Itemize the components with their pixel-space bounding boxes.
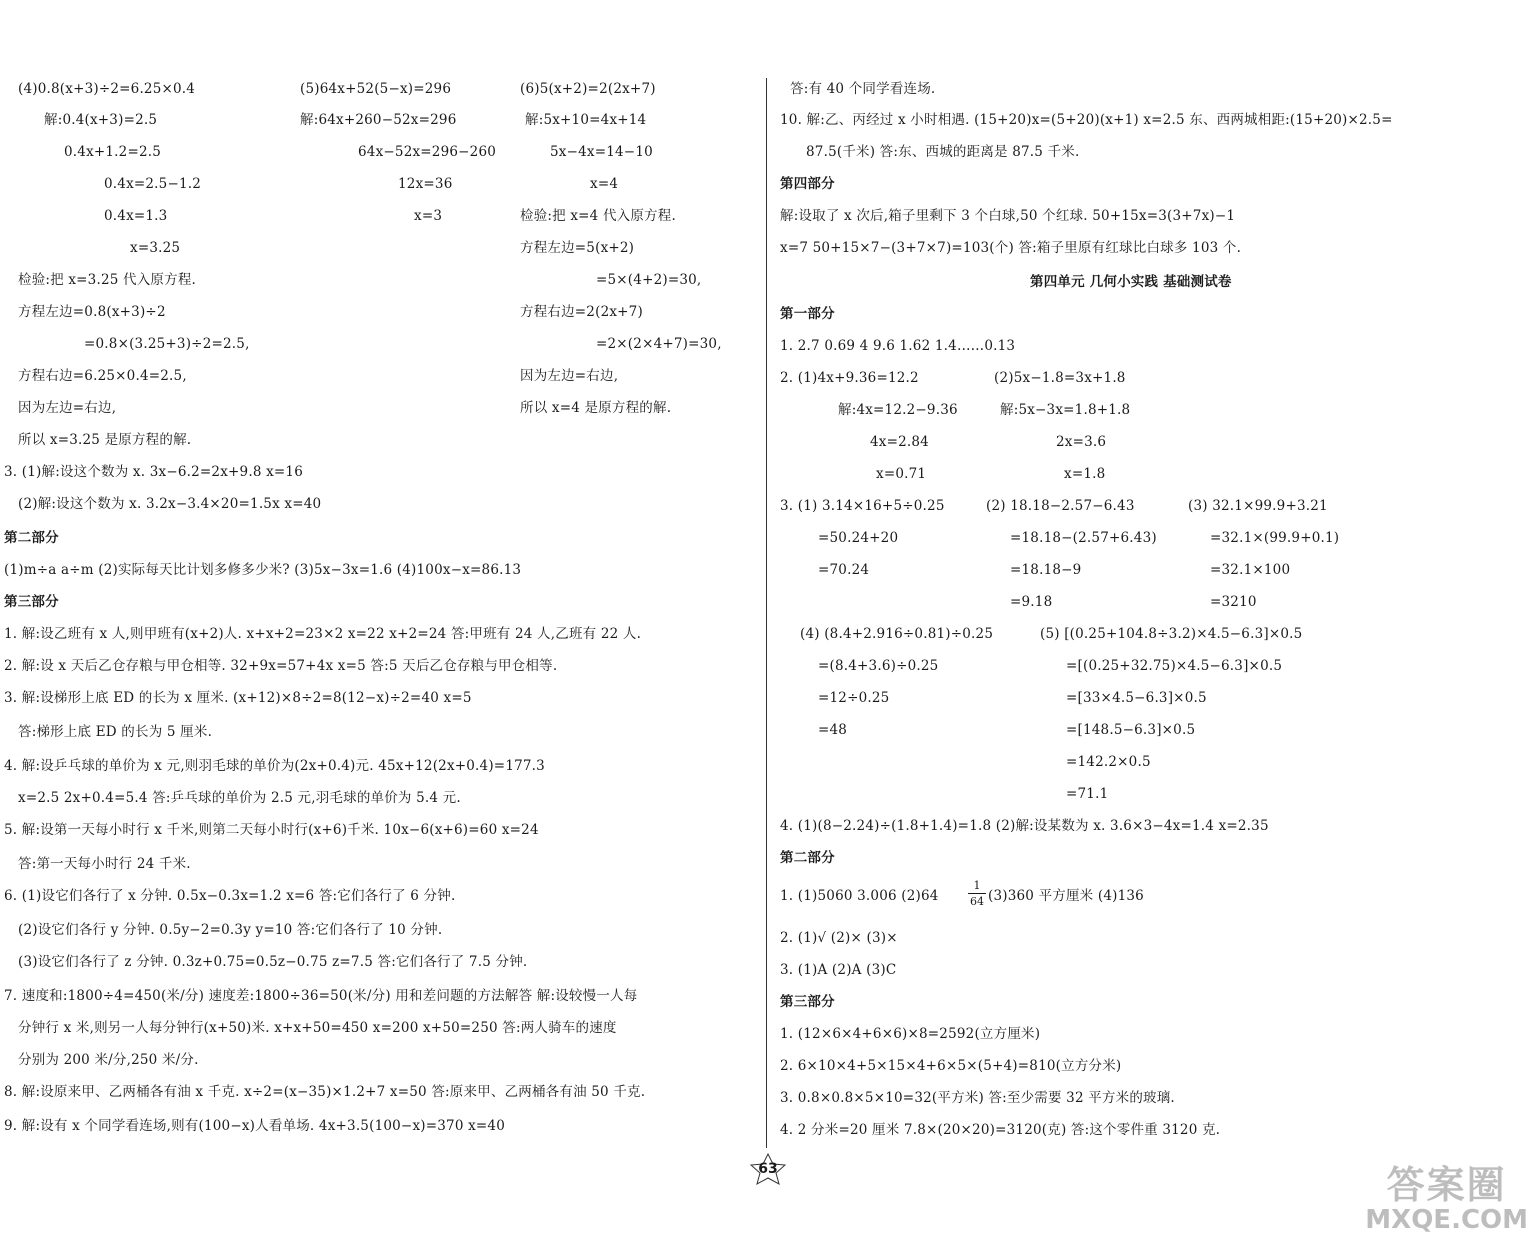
section-heading: 第二部分 bbox=[780, 850, 835, 866]
text-line: =5×(4+2)=30, bbox=[596, 272, 702, 288]
text-line: =[33×4.5−6.3]×0.5 bbox=[1066, 690, 1207, 706]
column-divider bbox=[766, 78, 767, 1148]
text-line: x=0.71 bbox=[876, 466, 927, 482]
text-line: 方程左边=5(x+2) bbox=[520, 240, 635, 256]
text-line: 1. 解:设乙班有 x 人,则甲班有(x+2)人. x+x+2=23×2 x=22 x+2=24 答:甲班有 24 人,乙班有 22 人. bbox=[4, 626, 642, 642]
section-heading: 第三部分 bbox=[780, 994, 835, 1010]
text-line: (2)5x−1.8=3x+1.8 bbox=[994, 370, 1126, 386]
fraction-1-64 bbox=[968, 879, 986, 908]
text-line: 0.4x+1.2=2.5 bbox=[64, 144, 162, 160]
text-line: =32.1×(99.9+0.1) bbox=[1210, 530, 1340, 546]
text-line: =9.18 bbox=[1010, 594, 1053, 610]
text-line: 5x−4x=14−10 bbox=[550, 144, 653, 160]
text-line: 解:5x+10=4x+14 bbox=[525, 112, 647, 128]
text-line: 2. (1)4x+9.36=12.2 bbox=[780, 370, 919, 386]
text-line: x=2.5 2x+0.4=5.4 答:乒乓球的单价为 2.5 元,羽毛球的单价为 5.4 元. bbox=[18, 790, 461, 806]
text-line: 解:4x=12.2−9.36 bbox=[838, 402, 958, 418]
text-line: 2. 6×10×4+5×15×4+6×5×(5+4)=810(立方分米) bbox=[780, 1058, 1122, 1074]
text-line: 87.5(千米) 答:东、西城的距离是 87.5 千米. bbox=[806, 144, 1080, 160]
text-line: 因为左边=右边, bbox=[520, 368, 619, 384]
text-line: 2. (1)√ (2)× (3)× bbox=[780, 930, 898, 946]
text-line: (5) [(0.25+104.8÷3.2)×4.5−6.3]×0.5 bbox=[1040, 626, 1303, 642]
text-line: 4. 解:设乒乓球的单价为 x 元,则羽毛球的单价为(2x+0.4)元. 45x+12(2x+0.4)=177.3 bbox=[4, 758, 545, 774]
text-line: =50.24+20 bbox=[818, 530, 899, 546]
text-line: 所以 x=4 是原方程的解. bbox=[520, 400, 672, 416]
text-line: =12÷0.25 bbox=[818, 690, 890, 706]
text-line: 2. 解:设 x 天后乙仓存粮与甲仓相等. 32+9x=57+4x x=5 答:5 天后乙仓存粮与甲仓相等. bbox=[4, 658, 558, 674]
watermark-logo bbox=[1365, 1154, 1528, 1235]
fraction-denominator: 64 bbox=[970, 895, 984, 908]
section-heading: 第一部分 bbox=[780, 306, 835, 322]
watermark-title: 答案圈 bbox=[1386, 1163, 1507, 1207]
page-number bbox=[748, 1152, 788, 1186]
text-line: x=7 50+15×7−(3+7×7)=103(个) 答:箱子里原有红球比白球多 103 个. bbox=[780, 240, 1242, 256]
text-line: 所以 x=3.25 是原方程的解. bbox=[18, 432, 192, 448]
text-line: =(8.4+3.6)÷0.25 bbox=[818, 658, 939, 674]
text-line: 7. 速度和:1800÷4=450(米/分) 速度差:1800÷36=50(米/分) 用和差问题的方法解答 解:设较慢一人每 bbox=[4, 988, 638, 1004]
text-line: 8. 解:设原来甲、乙两桶各有油 x 千克. x÷2=(x−35)×1.2+7 x=50 答:原来甲、乙两桶各有油 50 千克. bbox=[4, 1084, 646, 1100]
text-line: 0.4x=2.5−1.2 bbox=[104, 176, 202, 192]
text-line: 4x=2.84 bbox=[870, 434, 929, 450]
text-line: 12x=36 bbox=[398, 176, 453, 192]
text-line: 9. 解:设有 x 个同学看连场,则有(100−x)人看单场. 4x+3.5(100−x)=370 x=40 bbox=[4, 1118, 505, 1134]
text-line: (2)设它们各行 y 分钟. 0.5y−2=0.3y y=10 答:它们各行了 10 分钟. bbox=[18, 922, 443, 938]
text-line: (4) (8.4+2.916÷0.81)÷0.25 bbox=[800, 626, 994, 642]
text-line: =71.1 bbox=[1066, 786, 1109, 802]
text-line: x=3 bbox=[414, 208, 443, 224]
text-line: (4)0.8(x+3)÷2=6.25×0.4 bbox=[18, 81, 196, 97]
text-line: 3. 解:设梯形上底 ED 的长为 x 厘米. (x+12)×8÷2=8(12−x)÷2=40 x=5 bbox=[4, 690, 472, 706]
text-line: =142.2×0.5 bbox=[1066, 754, 1151, 770]
text-line: =18.18−9 bbox=[1010, 562, 1082, 578]
text-line: (2) 18.18−2.57−6.43 bbox=[986, 498, 1135, 514]
text-line: 1. (12×6×4+6×6)×8=2592(立方厘米) bbox=[780, 1026, 1041, 1042]
text-line: 方程右边=6.25×0.4=2.5, bbox=[18, 368, 187, 384]
text-line: (5)64x+52(5−x)=296 bbox=[300, 81, 452, 97]
text-line: (2)解:设这个数为 x. 3.2x−3.4×20=1.5x x=40 bbox=[18, 496, 322, 512]
text-line: 5. 解:设第一天每小时行 x 千米,则第二天每小时行(x+6)千米. 10x−6(x+6)=60 x=24 bbox=[4, 822, 539, 838]
text-line: x=3.25 bbox=[130, 240, 181, 256]
text-line: 答:第一天每小时行 24 千米. bbox=[18, 856, 191, 872]
text-line: 4. 2 分米=20 厘米 7.8×(20×20)=3120(克) 答:这个零件重 3120 克. bbox=[780, 1122, 1221, 1138]
text-line: =[148.5−6.3]×0.5 bbox=[1066, 722, 1196, 738]
page-number-text: 63 bbox=[758, 1161, 778, 1177]
text-line: 因为左边=右边, bbox=[18, 400, 117, 416]
fraction-numerator: 1 bbox=[973, 879, 981, 892]
text-line: 分钟行 x 米,则另一人每分钟行(x+50)米. x+x+50=450 x=200 x+50=250 答:两人骑车的速度 bbox=[18, 1020, 617, 1036]
text-line: 检验:把 x=4 代入原方程. bbox=[520, 208, 676, 224]
text-line: x=4 bbox=[590, 176, 619, 192]
text-line: =2×(2×4+7)=30, bbox=[596, 336, 722, 352]
text-line: =48 bbox=[818, 722, 848, 738]
text-line: 解:64x+260−52x=296 bbox=[300, 112, 457, 128]
text-line: (3)设它们各行了 z 分钟. 0.3z+0.75=0.5z−0.75 z=7.5 答:它们各行了 7.5 分钟. bbox=[18, 954, 528, 970]
text-line: =3210 bbox=[1210, 594, 1257, 610]
watermark-url: MXQE.COM bbox=[1365, 1205, 1528, 1235]
text-line: 3. (1)解:设这个数为 x. 3x−6.2=2x+9.8 x=16 bbox=[4, 464, 304, 480]
section-heading: 第四单元 几何小实践 基础测试卷 bbox=[1030, 274, 1232, 290]
text-line: =0.8×(3.25+3)÷2=2.5, bbox=[84, 336, 250, 352]
text-line: 4. (1)(8−2.24)÷(1.8+1.4)=1.8 (2)解:设某数为 x. 3.6×3−4x=1.4 x=2.35 bbox=[780, 818, 1269, 834]
text-line: (3)360 平方厘米 (4)136 bbox=[988, 888, 1144, 904]
text-line: =[(0.25+32.75)×4.5−6.3]×0.5 bbox=[1066, 658, 1283, 674]
text-line: 方程左边=0.8(x+3)÷2 bbox=[18, 304, 166, 320]
text-line: 解:设取了 x 次后,箱子里剩下 3 个白球,50 个红球. 50+15x=3(3+7x)−1 bbox=[780, 208, 1236, 224]
text-line: 10. 解:乙、丙经过 x 小时相遇. (15+20)x=(5+20)(x+1) x=2.5 东、西两城相距:(15+20)×2.5= bbox=[780, 112, 1393, 128]
section-heading: 第三部分 bbox=[4, 594, 59, 610]
text-line: x=1.8 bbox=[1064, 466, 1106, 482]
text-line: 解:0.4(x+3)=2.5 bbox=[44, 112, 158, 128]
text-line: 答:梯形上底 ED 的长为 5 厘米. bbox=[18, 724, 213, 740]
text-line: =18.18−(2.57+6.43) bbox=[1010, 530, 1157, 546]
text-line: (3) 32.1×99.9+3.21 bbox=[1188, 498, 1328, 514]
text-line: 6. (1)设它们各行了 x 分钟. 0.5x−0.3x=1.2 x=6 答:它们各行了 6 分钟. bbox=[4, 888, 456, 904]
text-line: 1. (1)5060 3.006 (2)64 bbox=[780, 888, 939, 904]
text-line: 检验:把 x=3.25 代入原方程. bbox=[18, 272, 197, 288]
text-line: 方程右边=2(2x+7) bbox=[520, 304, 643, 320]
text-line: 64x−52x=296−260 bbox=[358, 144, 497, 160]
text-line: 1. 2.7 0.69 4 9.6 1.62 1.4……0.13 bbox=[780, 338, 1016, 354]
text-line: (1)m÷a a÷m (2)实际每天比计划多修多少米? (3)5x−3x=1.6 (4)100x−x=86.13 bbox=[4, 562, 522, 578]
text-line: 答:有 40 个同学看连场. bbox=[790, 81, 936, 97]
text-line: 0.4x=1.3 bbox=[104, 208, 168, 224]
text-line: (6)5(x+2)=2(2x+7) bbox=[520, 81, 656, 97]
text-line: =32.1×100 bbox=[1210, 562, 1291, 578]
text-line: =70.24 bbox=[818, 562, 870, 578]
text-line: 3. (1) 3.14×16+5÷0.25 bbox=[780, 498, 945, 514]
text-line: 分别为 200 米/分,250 米/分. bbox=[18, 1052, 199, 1068]
text-line: 解:5x−3x=1.8+1.8 bbox=[1000, 402, 1131, 418]
section-heading: 第二部分 bbox=[4, 530, 59, 546]
text-line: 3. 0.8×0.8×5×10=32(平方米) 答:至少需要 32 平方米的玻璃. bbox=[780, 1090, 1175, 1106]
text-line: 3. (1)A (2)A (3)C bbox=[780, 962, 897, 978]
text-line: 2x=3.6 bbox=[1056, 434, 1107, 450]
section-heading: 第四部分 bbox=[780, 176, 835, 192]
